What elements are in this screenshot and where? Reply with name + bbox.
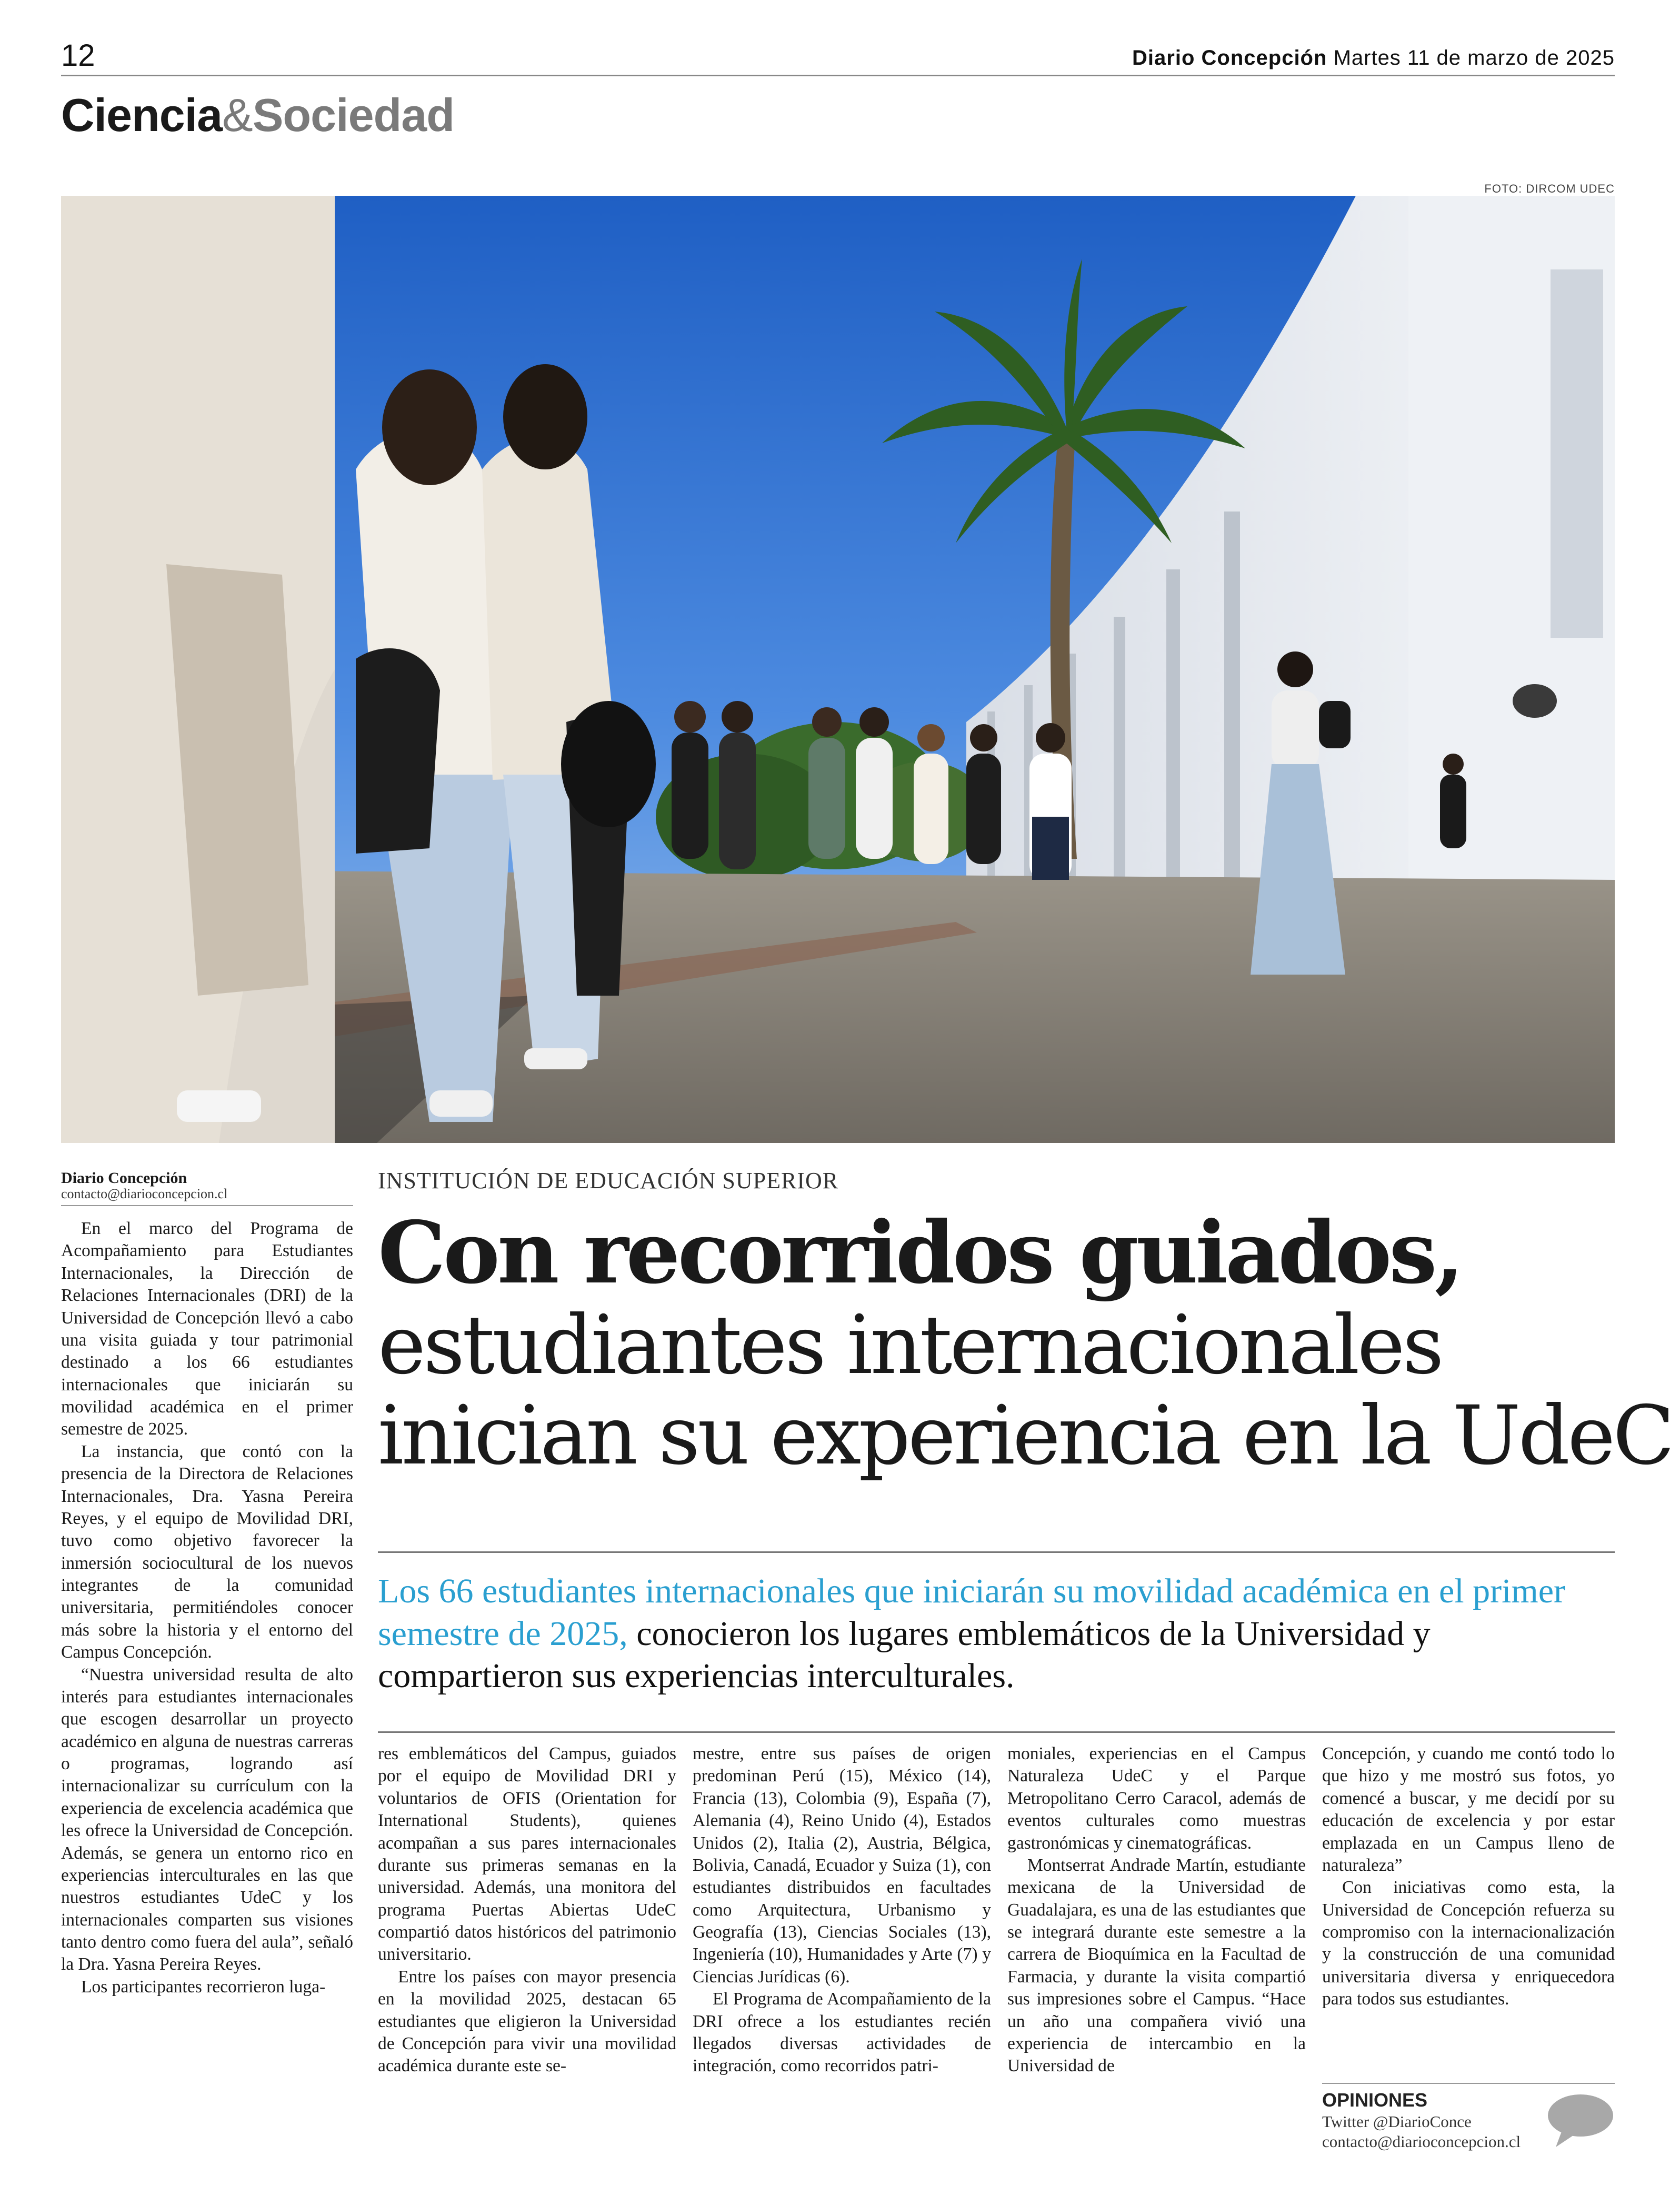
opiniones-email: contacto@diarioconcepcion.cl [1322,2132,1521,2151]
paragraph: moniales, experiencias en el Campus Naturaleza UdeC y el Parque Metropolitano Cerro Caracol, además de eventos culturales como muestras gastronómicas y cinematográficas. [1007,1744,1306,1853]
opiniones-twitter: Twitter @DiarioConce [1322,2112,1472,2131]
body-column-3 [1007,1743,1306,2078]
section-ampersand: & [222,89,253,141]
headline-line-1: Con recorridos guiados, [378,1203,1462,1303]
page-number: 12 [61,38,95,73]
body-column-1 [378,1743,676,2078]
paragraph: Con iniciativas como esta, la Universidad de Concepción refuerza su compromiso con la internacionalización y la construcción de una comunidad universitaria diversa y enriquecedora para todos sus estudiantes. [1322,1878,1615,2009]
byline-name: Diario Concepción [61,1169,187,1187]
paragraph: La instancia, que contó con la presencia de la Directora de Relaciones Internacionales, Dra. Yasna Pereira Reyes, y el equipo de Movilidad DRI, tuvo como objetivo favorecer la inmersión sociocultural de los nuevos integrantes de la comunidad universitaria, permitiéndoles conocer más sobre la historia y el entorno del Campus Concepción. [61,1441,353,1662]
paragraph: mestre, entre sus países de origen predominan Perú (15), México (14), Francia (13), Colombia (9), España (7), Alemania (4), Reino Unido (4), Estados Unidos (2), Italia (2), Austria, Bélgica, Bolivia, Canadá, Ecuador y Suiza (1), con estudiantes distribuidos en facultades como Arquitectura, Urbanismo y Geografía (13), Ciencias Sociales (13), Ingeniería (10), Humanidades y Arte (7) y Ciencias Jurídicas (6). [693,1744,991,1987]
paragraph: En el marco del Programa de Acompañamiento para Estudiantes Internacionales, la Dirección de Relaciones Internacionales (DRI) de la Universidad de Concepción llevó a cabo una visita guiada y tour patrimonial destinado a los 66 estudiantes internacionales que iniciarán su movilidad académica en el primer semestre de 2025. [61,1219,353,1439]
byline-email: contacto@diarioconcepcion.cl [61,1186,228,1201]
section-title [61,88,454,142]
body-column-2 [693,1743,991,2078]
paragraph: El Programa de Acompañamiento de la DRI ofrece a los estudiantes recién llegados diversas actividades de integración, como recorridos patri- [693,1989,991,2076]
header-divider [61,75,1615,76]
photo-credit: FOTO: DIRCOM UDEC [1484,182,1615,195]
paragraph: Los participantes recorrieron luga- [81,1977,326,1997]
section-secondary: Sociedad [252,89,454,141]
article-lead [378,1570,1620,1698]
header-dateline [1132,46,1615,70]
headline-divider [378,1551,1615,1553]
issue-date: Martes 11 de marzo de 2025 [1333,46,1615,69]
paragraph: res emblemáticos del Campus, guiados por el equipo de Movilidad DRI y voluntarios de OFIS (Orientation for International Students), quienes acompañan a sus pares internacionales durante sus primeras semanas en la universidad. Además, una monitora del programa Puertas Abiertas UdeC compartió datos históricos del patrimonio universitario. [378,1744,676,1964]
article-kicker: INSTITUCIÓN DE EDUCACIÓN SUPERIOR [378,1168,839,1194]
opiniones-divider [1322,2083,1615,2084]
body-column-4 [1322,1743,1615,2011]
paragraph: Montserrat Andrade Martín, estudiante mexicana de la Universidad de Guadalajara, es una de las estudiantes que se integrará durante este semestre a la carrera de Bioquímica en la Facultad de Farmacia, y durante la visita compartió sus impresiones sobre el Campus. “Hace un año una compañera vivió una experiencia de intercambio en la Universidad de [1007,1855,1306,2076]
opiniones-title: OPINIONES [1322,2089,1428,2111]
headline-line-3: inician su experiencia en la UdeC [378,1389,1673,1483]
speech-bubble-icon [1546,2092,1615,2148]
paper-name: Diario Concepción [1132,46,1327,69]
paragraph: “Nuestra universidad resulta de alto interés para estudiantes internacionales que escogen desarrollar un proyecto académico en alguna de nuestras carreras o programas, logrando así internacionalizar su currículum con la experiencia de excelencia académica que les ofrece la Universidad de Concepción. Además, se genera un entorno rico en experiencias interculturales en las que nuestros estudiantes UdeC y los internacionales comparten sus visiones tanto dentro como fuera del aula”, señaló la Dra. Yasna Pereira Reyes. [61,1664,353,1974]
body-column-left [61,1218,353,1998]
lead-text: conocieron los lugares emblemáticos de la Universidad y compartieron sus experiencias interculturales. [378,1614,1431,1696]
paragraph: Concepción, y cuando me contó todo lo que hizo y me mostró sus fotos, yo comencé a buscar, y me decidí por su educación de excelencia y por estar emplazada en un Campus lleno de naturaleza” [1322,1744,1615,1875]
byline-divider [61,1205,353,1206]
section-primary: Ciencia [61,89,223,141]
paragraph: Entre los países con mayor presencia en la movilidad 2025, destacan 65 estudiantes que eligieron la Universidad de Concepción para vivir una movilidad académica durante este se- [378,1967,676,2076]
article-headline [378,1203,1673,1483]
headline-line-2: estudiantes internacionales [378,1298,1442,1392]
article-photo [61,196,1615,1143]
lead-highlight: Los 66 estudiantes internacionales que iniciarán su movilidad académica en el primer semestre de 2025, [378,1572,1566,1653]
lead-divider [378,1731,1615,1733]
